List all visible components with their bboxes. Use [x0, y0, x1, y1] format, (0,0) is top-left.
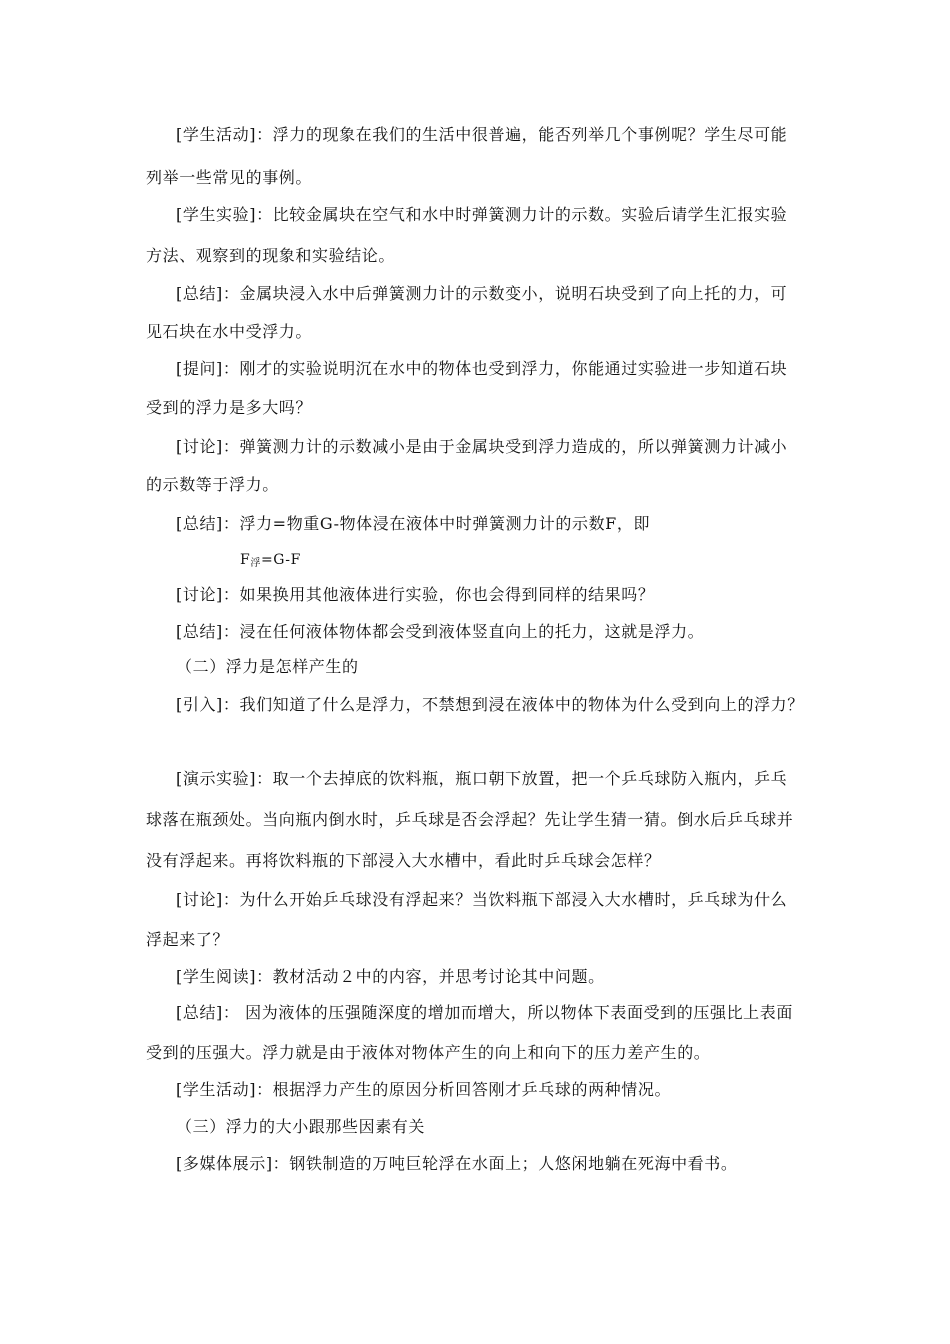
paragraph-line: [引入]：我们知道了什么是浮力，不禁想到浸在液体中的物体为什么受到向上的浮力？ — [176, 695, 804, 714]
paragraph-line: [总结]：浸在任何液体物体都会受到液体竖直向上的托力，这就是浮力。 — [176, 622, 705, 641]
paragraph-line: [学生活动]：浮力的现象在我们的生活中很普遍，能否列举几个事例呢？学生尽可能 — [176, 125, 788, 144]
paragraph-line: [学生阅读]：教材活动２中的内容，并思考讨论其中问题。 — [176, 967, 605, 986]
formula-lhs: F — [240, 552, 251, 568]
paragraph-line: 浮起来了？ — [146, 930, 230, 949]
paragraph-line: [讨论]：为什么开始乒乓球没有浮起来？当饮料瓶下部浸入大水槽时，乒乓球为什么 — [176, 890, 788, 909]
paragraph-line: 的示数等于浮力。 — [146, 475, 279, 494]
paragraph-line: [总结]：金属块浸入水中后弹簧测力计的示数变小，说明石块受到了向上托的力，可 — [176, 284, 788, 303]
paragraph-line: 方法、观察到的现象和实验结论。 — [146, 246, 396, 265]
formula-rhs: =G-F — [260, 552, 301, 568]
paragraph-line: 球落在瓶颈处。当向瓶内倒水时，乒乓球是否会浮起？先让学生猜一猜。倒水后乒乓球并 — [146, 810, 794, 829]
formula-subscript: 浮 — [250, 558, 261, 569]
section-heading: （二）浮力是怎样产生的 — [176, 657, 359, 676]
paragraph-line: 受到的压强大。浮力就是由于液体对物体产生的向上和向下的压力差产生的。 — [146, 1043, 711, 1062]
paragraph-line: [总结]： 因为液体的压强随深度的增加而增大，所以物体下表面受到的压强比上表面 — [176, 1003, 793, 1022]
buoyancy-formula — [240, 549, 301, 575]
paragraph-line: 列举一些常见的事例。 — [146, 168, 313, 187]
paragraph-line: [多媒体展示]：钢铁制造的万吨巨轮浮在水面上；人悠闲地躺在死海中看书。 — [176, 1154, 738, 1173]
paragraph-line: [提问]：刚才的实验说明沉在水中的物体也受到浮力，你能通过实验进一步知道石块 — [176, 359, 788, 378]
paragraph-line: [学生活动]：根据浮力产生的原因分析回答刚才乒乓球的两种情况。 — [176, 1080, 672, 1099]
paragraph-line: 见石块在水中受浮力。 — [146, 322, 313, 341]
paragraph-line: [讨论]：弹簧测力计的示数减小是由于金属块受到浮力造成的，所以弹簧测力计减小 — [176, 437, 788, 456]
paragraph-line: 受到的浮力是多大吗？ — [146, 398, 313, 417]
paragraph-line: [学生实验]：比较金属块在空气和水中时弹簧测力计的示数。实验后请学生汇报实验 — [176, 205, 788, 224]
paragraph-line: 没有浮起来。再将饮料瓶的下部浸入大水槽中，看此时乒乓球会怎样？ — [146, 851, 661, 870]
paragraph-line: [讨论]：如果换用其他液体进行实验，你也会得到同样的结果吗？ — [176, 585, 655, 604]
paragraph-line: [演示实验]：取一个去掉底的饮料瓶，瓶口朝下放置，把一个乒乓球防入瓶内，乒乓 — [176, 769, 788, 788]
section-heading: （三）浮力的大小跟那些因素有关 — [176, 1117, 426, 1136]
paragraph-line: [总结]：浮力=物重G-物体浸在液体中时弹簧测力计的示数F，即 — [176, 514, 651, 533]
